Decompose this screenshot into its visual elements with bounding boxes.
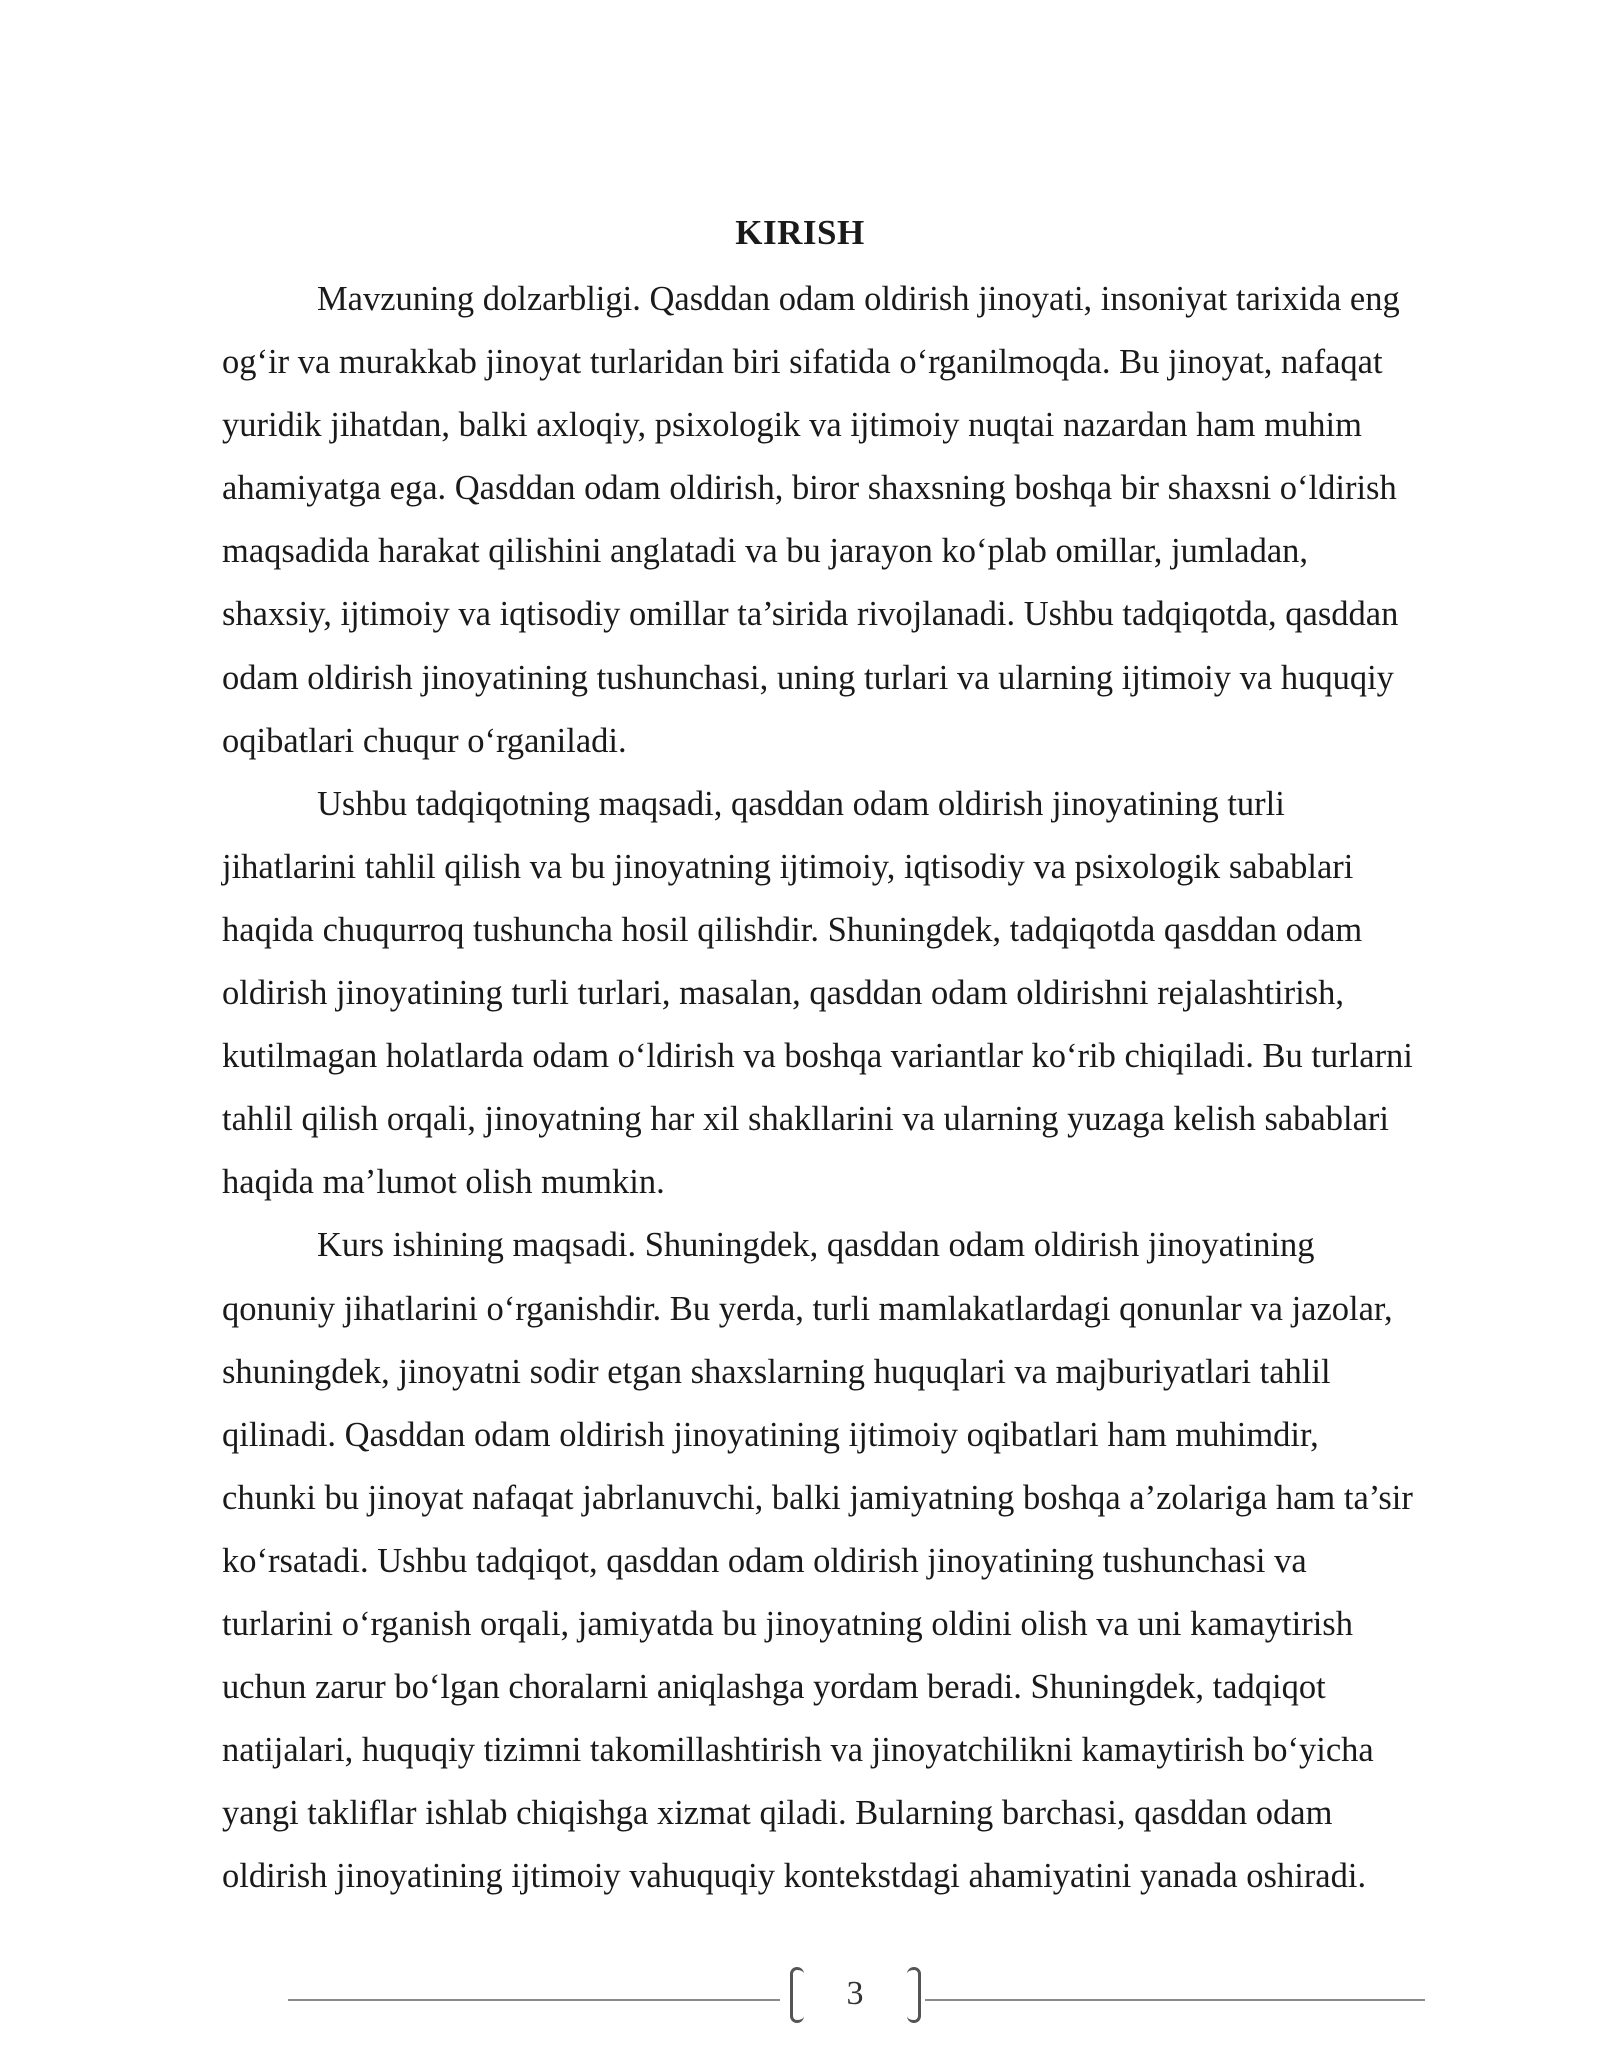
text-line: odam oldirish jinoyatining tushunchasi, uning turlari va ularning ijtimoiy va huquqiy bbox=[222, 658, 1394, 697]
text-line: kutilmagan holatlarda odam o‘ldirish va boshqa variantlar ko‘rib chiqiladi. Bu turlarni bbox=[222, 1037, 1413, 1076]
text-line: ahamiyatga ega. Qasddan odam oldirish, biror shaxsning boshqa bir shaxsni o‘ldirish bbox=[222, 469, 1397, 508]
body-text bbox=[222, 268, 1502, 1908]
footer-rule-right bbox=[925, 1999, 1425, 2001]
text-line: yuridik jihatdan, balki axloqiy, psixologik va ijtimoiy nuqtai nazardan ham muhim bbox=[222, 406, 1362, 445]
text-line: Ushbu tadqiqotning maqsadi, qasddan odam oldirish jinoyatining turli bbox=[317, 784, 1285, 823]
text-line: oldirish jinoyatining ijtimoiy vahuquqiy kontekstdagi ahamiyatini yanada oshiradi. bbox=[222, 1857, 1367, 1896]
text-line: oldirish jinoyatining turli turlari, masalan, qasddan odam oldirishni rejalashtirish, bbox=[222, 974, 1345, 1013]
text-line: ko‘rsatadi. Ushbu tadqiqot, qasddan odam oldirish jinoyatining tushunchasi va bbox=[222, 1541, 1307, 1580]
right-brace-icon bbox=[907, 1967, 921, 2023]
text-line: qilinadi. Qasddan odam oldirish jinoyatining ijtimoiy oqibatlari ham muhimdir, bbox=[222, 1415, 1319, 1454]
text-line: tahlil qilish orqali, jinoyatning har xil shakllarini va ularning yuzaga kelish sabablari bbox=[222, 1100, 1389, 1139]
text-line: Kurs ishining maqsadi. Shuningdek, qasddan odam oldirish jinoyatining bbox=[317, 1226, 1315, 1265]
paragraph-course-goal bbox=[222, 1214, 1502, 1908]
text-line: shuningdek, jinoyatni sodir etgan shaxslarning huquqlari va majburiyatlari tahlil bbox=[222, 1352, 1331, 1391]
text-line: chunki bu jinoyat nafaqat jabrlanuvchi, balki jamiyatning boshqa a’zolariga ham ta’sir bbox=[222, 1478, 1413, 1517]
paragraph-purpose bbox=[222, 773, 1502, 1215]
text-line: jihatlarini tahlil qilish va bu jinoyatning ijtimoiy, iqtisodiy va psixologik sabablari bbox=[222, 847, 1354, 886]
page-footer bbox=[0, 1965, 1600, 2035]
footer-rule-left bbox=[288, 1999, 780, 2001]
text-line: natijalari, huquqiy tizimni takomillashtirish va jinoyatchilikni kamaytirish bo‘yicha bbox=[222, 1731, 1374, 1770]
paragraph-relevance bbox=[222, 268, 1502, 773]
text-line: turlarini o‘rganish orqali, jamiyatda bu jinoyatning oldini olish va uni kamaytirish bbox=[222, 1604, 1353, 1643]
text-line: qonuniy jihatlarini o‘rganishdir. Bu yerda, turli mamlakatlardagi qonunlar va jazolar, bbox=[222, 1289, 1393, 1328]
page-heading: KIRISH bbox=[735, 213, 865, 252]
text-line: Mavzuning dolzarbligi. Qasddan odam oldirish jinoyati, insoniyat tarixida eng bbox=[317, 280, 1400, 318]
text-line: oqibatlari chuqur o‘rganiladi. bbox=[222, 721, 627, 760]
page-number: 3 bbox=[846, 1975, 864, 2012]
text-line: maqsadida harakat qilishini anglatadi va bu jarayon ko‘plab omillar, jumladan, bbox=[222, 532, 1309, 571]
text-line: shaxsiy, ijtimoiy va iqtisodiy omillar ta’sirida rivojlanadi. Ushbu tadqiqotda, qasddan bbox=[222, 595, 1399, 634]
text-line: haqida ma’lumot olish mumkin. bbox=[222, 1163, 665, 1202]
text-line: yangi takliflar ishlab chiqishga xizmat qiladi. Bularning barchasi, qasddan odam bbox=[222, 1794, 1333, 1833]
text-line: uchun zarur bo‘lgan choralarni aniqlashga yordam beradi. Shuningdek, tadqiqot bbox=[222, 1668, 1326, 1707]
text-line: haqida chuqurroq tushuncha hosil qilishdir. Shuningdek, tadqiqotda qasddan odam bbox=[222, 910, 1363, 949]
text-line: og‘ir va murakkab jinoyat turlaridan biri sifatida o‘rganilmoqda. Bu jinoyat, nafaqat bbox=[222, 343, 1383, 382]
